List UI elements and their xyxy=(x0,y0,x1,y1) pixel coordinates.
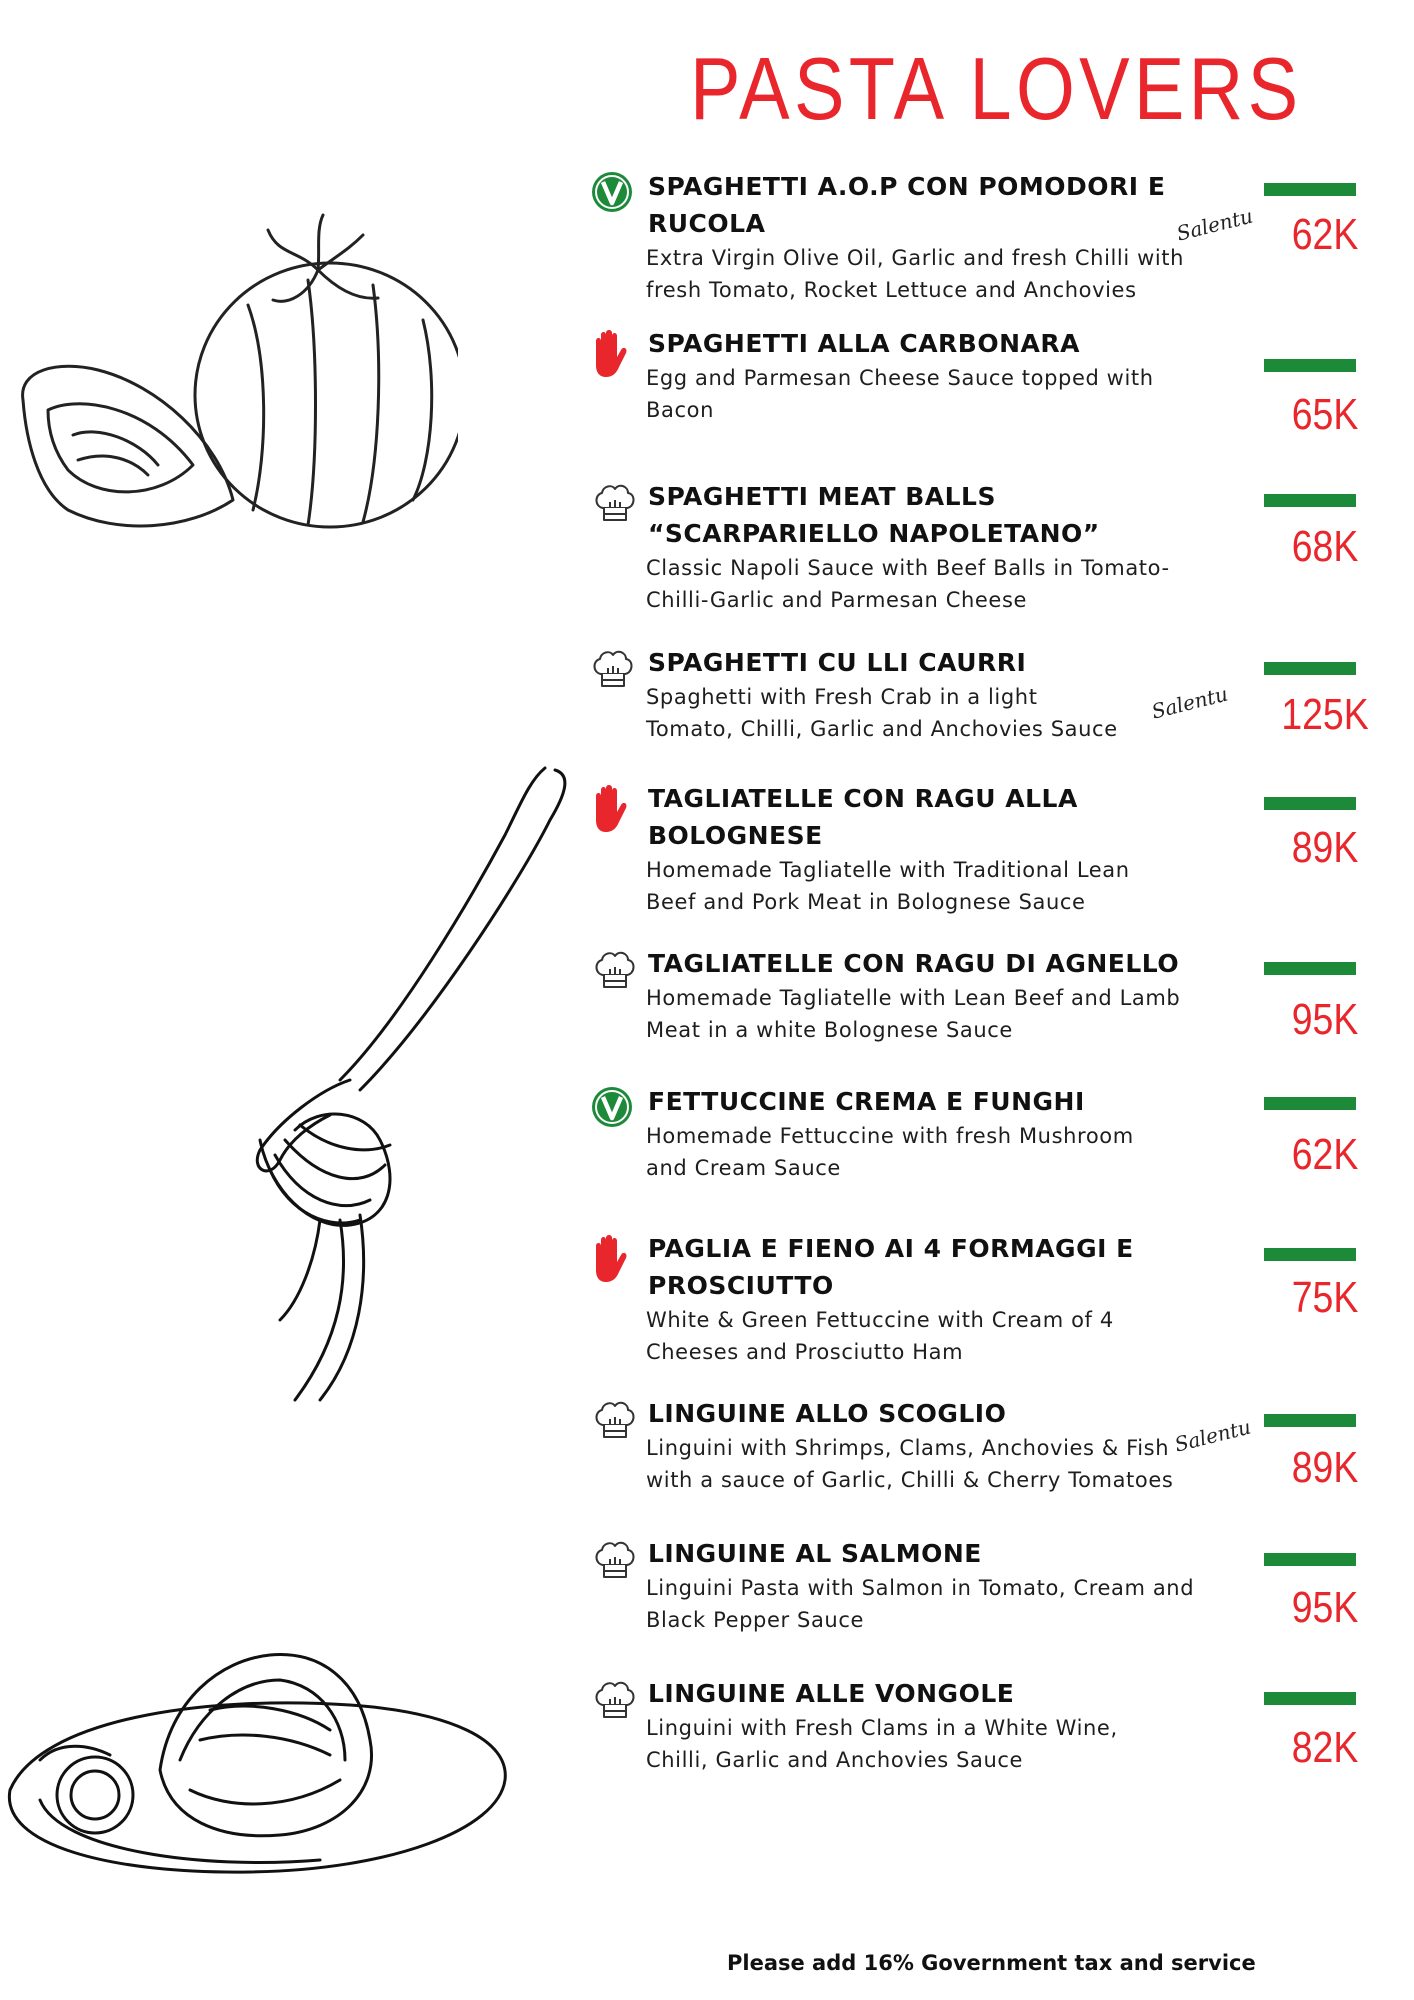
menu-item-price: 75K xyxy=(1291,1273,1359,1322)
vegetarian-badge-icon xyxy=(590,1085,636,1131)
tax-notice: Please add 16% Government tax and service xyxy=(727,1951,1256,1975)
menu-item-name-line: LINGUINE ALLE VONGOLE xyxy=(648,1679,1015,1708)
menu-item-price: 95K xyxy=(1291,995,1359,1044)
menu-item-description-line: with a sauce of Garlic, Chilli & Cherry Tomatoes xyxy=(646,1468,1174,1492)
menu-item-name xyxy=(648,644,1228,681)
menu-item-description-line: Classic Napoli Sauce with Beef Balls in Tomato- xyxy=(646,556,1170,580)
menu-item-name-line: FETTUCCINE CREMA E FUNGHI xyxy=(648,1087,1085,1116)
price-accent-bar xyxy=(1264,1414,1356,1427)
chef-hat-icon xyxy=(592,947,638,993)
menu-item-description xyxy=(646,982,1266,1046)
menu-item-description-line: Linguini Pasta with Salmon in Tomato, Cream and xyxy=(646,1576,1195,1600)
menu-item-description-line: Egg and Parmesan Cheese Sauce topped with xyxy=(646,366,1154,390)
menu-item-description xyxy=(646,1432,1266,1496)
salentu-script-label: Salentu xyxy=(1174,203,1256,246)
menu-item-description xyxy=(646,1304,1266,1368)
menu-item-description-line: Homemade Tagliatelle with Traditional Lean xyxy=(646,858,1130,882)
menu-item-description xyxy=(646,362,1266,426)
menu-item-name-line: SPAGHETTI ALLA CARBONARA xyxy=(648,329,1080,358)
chef-hat-icon xyxy=(592,1397,638,1443)
price-accent-bar xyxy=(1264,1248,1356,1261)
menu-item-description-line: fresh Tomato, Rocket Lettuce and Anchovies xyxy=(646,278,1137,302)
red-hand-icon xyxy=(588,782,634,828)
menu-item-description xyxy=(646,242,1266,306)
price-accent-bar xyxy=(1264,1553,1356,1566)
menu-item-name-line: SPAGHETTI A.O.P CON POMODORI E xyxy=(648,172,1166,201)
menu-item-name-line: PROSCIUTTO xyxy=(648,1271,834,1300)
menu-item-description-line: Bacon xyxy=(646,398,714,422)
menu-item-price: 68K xyxy=(1291,522,1359,571)
menu-item-price: 65K xyxy=(1291,390,1359,439)
menu-item-price: 95K xyxy=(1291,1583,1359,1632)
vegetarian-badge-icon xyxy=(590,170,636,216)
menu-item-description-line: and Cream Sauce xyxy=(646,1156,841,1180)
menu-item-description-line: Beef and Pork Meat in Bolognese Sauce xyxy=(646,890,1086,914)
menu-item-description xyxy=(646,1572,1266,1636)
menu-item-description-line: Cheeses and Prosciutto Ham xyxy=(646,1340,964,1364)
menu-item-price: 89K xyxy=(1291,1443,1359,1492)
menu-item-name-line: SPAGHETTI CU LLI CAURRI xyxy=(648,648,1027,677)
menu-item-name xyxy=(648,478,1228,552)
menu-item-price: 62K xyxy=(1291,1130,1359,1179)
menu-item-name-line: LINGUINE ALLO SCOGLIO xyxy=(648,1399,1007,1428)
menu-item-name-line: SPAGHETTI MEAT BALLS xyxy=(648,482,996,511)
menu-item-name-line: TAGLIATELLE CON RAGU ALLA xyxy=(648,784,1078,813)
menu-item-description-line: Homemade Fettuccine with fresh Mushroom xyxy=(646,1124,1134,1148)
red-hand-icon xyxy=(588,327,634,373)
chef-hat-icon xyxy=(592,1677,638,1723)
chef-hat-icon xyxy=(590,646,636,692)
chef-hat-icon xyxy=(592,480,638,526)
menu-item-description-line: Spaghetti with Fresh Crab in a light xyxy=(646,685,1038,709)
menu-item-description-line: White & Green Fettuccine with Cream of 4 xyxy=(646,1308,1114,1332)
menu-item-name-line: BOLOGNESE xyxy=(648,821,823,850)
salentu-script-label: Salentu xyxy=(1149,681,1231,724)
menu-item-description-line: Tomato, Chilli, Garlic and Anchovies Sauce xyxy=(646,717,1118,741)
menu-item-description xyxy=(646,1120,1266,1184)
menu-item-name xyxy=(648,780,1228,854)
menu-item-description-line: Linguini with Fresh Clams in a White Wine, xyxy=(646,1716,1118,1740)
menu-item-description-line: Chilli, Garlic and Anchovies Sauce xyxy=(646,1748,1024,1772)
red-hand-icon xyxy=(588,1232,634,1278)
fork-with-spaghetti-illustration xyxy=(200,760,580,1410)
price-accent-bar xyxy=(1264,962,1356,975)
menu-item-description-line: Meat in a white Bolognese Sauce xyxy=(646,1018,1013,1042)
menu-item-description-line: Linguini with Shrimps, Clams, Anchovies & Fish xyxy=(646,1436,1170,1460)
chef-hat-icon xyxy=(592,1537,638,1583)
price-accent-bar xyxy=(1264,662,1356,675)
menu-item-name-line: RUCOLA xyxy=(648,209,766,238)
menu-item-name xyxy=(648,1535,1228,1572)
price-accent-bar xyxy=(1264,183,1356,196)
tomato-illustration xyxy=(18,210,458,540)
menu-item-name xyxy=(648,1230,1228,1304)
price-accent-bar xyxy=(1264,1692,1356,1705)
menu-item-description-line: Chilli-Garlic and Parmesan Cheese xyxy=(646,588,1028,612)
menu-item-price: 125K xyxy=(1281,690,1369,739)
salentu-script-label: Salentu xyxy=(1172,1414,1254,1457)
menu-item-name xyxy=(648,1083,1228,1120)
price-accent-bar xyxy=(1264,1097,1356,1110)
menu-item-name-line: LINGUINE AL SALMONE xyxy=(648,1539,982,1568)
menu-item-description-line: Homemade Tagliatelle with Lean Beef and Lamb xyxy=(646,986,1181,1010)
pasta-plate-illustration xyxy=(0,1640,510,1900)
menu-item-description-line: Black Pepper Sauce xyxy=(646,1608,864,1632)
menu-item-name-line: TAGLIATELLE CON RAGU DI AGNELLO xyxy=(648,949,1180,978)
menu-item-price: 89K xyxy=(1291,823,1359,872)
menu-item-price: 62K xyxy=(1291,210,1359,259)
menu-item-name xyxy=(648,168,1228,242)
price-accent-bar xyxy=(1264,359,1356,372)
menu-item-name xyxy=(648,945,1228,982)
menu-item-name-line: PAGLIA E FIENO AI 4 FORMAGGI E xyxy=(648,1234,1134,1263)
price-accent-bar xyxy=(1264,494,1356,507)
menu-item-name xyxy=(648,1675,1228,1712)
menu-item-name xyxy=(648,1395,1228,1432)
menu-item-price: 82K xyxy=(1291,1723,1359,1772)
menu-item-description xyxy=(646,552,1266,616)
menu-item-description xyxy=(646,1712,1266,1776)
menu-item-name xyxy=(648,325,1228,362)
price-accent-bar xyxy=(1264,797,1356,810)
menu-item-name-line: “SCARPARIELLO NAPOLETANO” xyxy=(648,519,1100,548)
menu-item-description xyxy=(646,854,1266,918)
menu-title: PASTA LOVERS xyxy=(690,39,1303,138)
menu-item-description-line: Extra Virgin Olive Oil, Garlic and fresh Chilli with xyxy=(646,246,1185,270)
